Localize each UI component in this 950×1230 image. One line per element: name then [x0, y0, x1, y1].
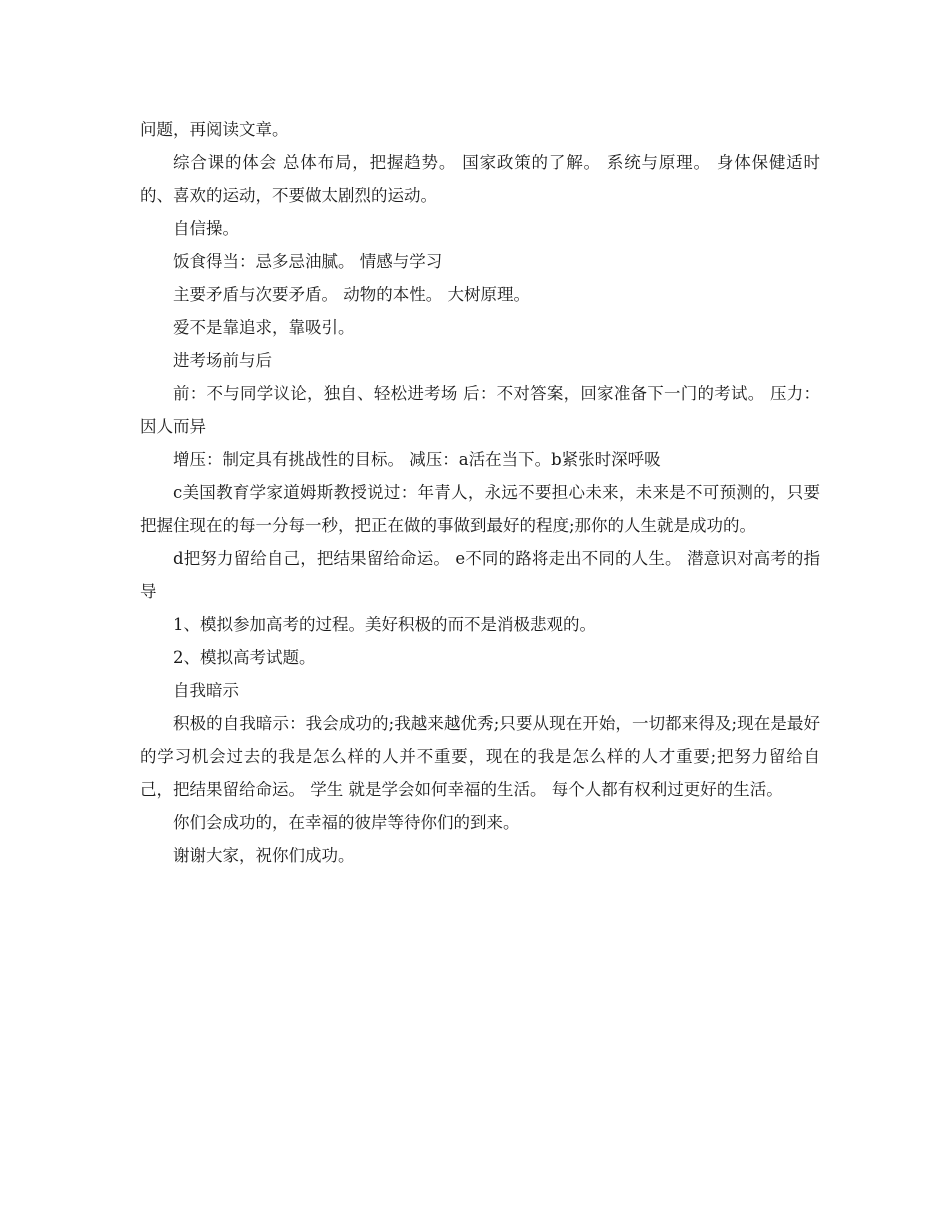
paragraph-1: 问题，再阅读文章。 [140, 120, 289, 139]
paragraph-10: c美国教育学家道姆斯教授说过：年青人，永远不要担心未来，未来是不可预测的，只要把握住现在的每一分每一秒，把正在做的事做到最好的程度;那你的人生就是成功的。 [140, 483, 820, 535]
paragraph-2: 综合课的体会 总体布局，把握趋势。 国家政策的了解。 系统与原理。 身体保健适时的、喜欢的运动，不要做太剧烈的运动。 [140, 153, 820, 205]
paragraph-17: 谢谢大家，祝你们成功。 [173, 846, 355, 865]
paragraph-3: 自信操。 [173, 219, 239, 238]
paragraph-4: 饭食得当：忌多忌油腻。 情感与学习 [173, 252, 443, 271]
paragraph-8: 前：不与同学议论，独自、轻松进考场 后：不对答案，回家准备下一门的考试。 压力：因人而异 [140, 384, 820, 436]
paragraph-7: 进考场前与后 [173, 351, 272, 370]
paragraph-16: 你们会成功的，在幸福的彼岸等待你们的到来。 [173, 813, 520, 832]
paragraph-12: 1、模拟参加高考的过程。美好积极的而不是消极悲观的。 [173, 615, 596, 634]
paragraph-15: 积极的自我暗示：我会成功的;我越来越优秀;只要从现在开始，一切都来得及;现在是最好的学习机会过去的我是怎么样的人并不重要，现在的我是怎么样的人才重要;把努力留给自己，把结果留给命运。 学生 就是学会如何幸福的生活。 每个人都有权利过更好的生活。 [140, 714, 820, 799]
paragraph-5: 主要矛盾与次要矛盾。 动物的本性。 大树原理。 [173, 285, 530, 304]
paragraph-9: 增压：制定具有挑战性的目标。 减压：a活在当下。b紧张时深呼吸 [173, 450, 661, 469]
paragraph-6: 爱不是靠追求，靠吸引。 [173, 318, 355, 337]
document-body [140, 113, 820, 872]
paragraph-14: 自我暗示 [173, 681, 239, 700]
paragraph-13: 2、模拟高考试题。 [173, 648, 316, 667]
paragraph-11: d把努力留给自己，把结果留给命运。 e不同的路将走出不同的人生。 潜意识对高考的指导 [140, 549, 820, 601]
